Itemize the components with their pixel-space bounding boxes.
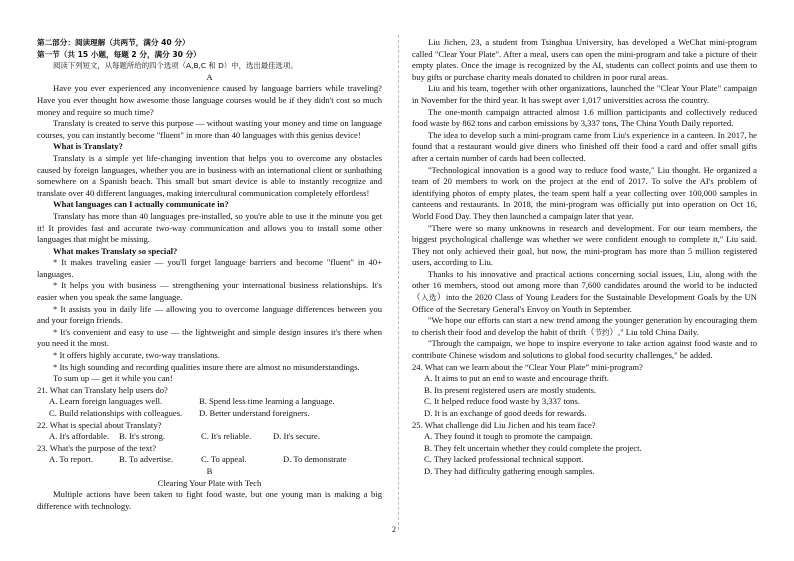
question-21-options bbox=[37, 396, 382, 408]
option-c: C. They lacked professional technical support. bbox=[424, 454, 584, 465]
question-23: 23. What's the purpose of the text? bbox=[37, 442, 157, 453]
bullet-item: * Its high sounding and recording qualities insure there are almost no misunderstandings. bbox=[53, 361, 360, 372]
option-c: C. To appeal. bbox=[201, 454, 247, 465]
question-22-options bbox=[37, 431, 382, 443]
option-d: D. To demonstrate bbox=[283, 454, 347, 465]
column-divider bbox=[398, 35, 399, 530]
passage-a-heading: What is Translaty? bbox=[53, 141, 123, 152]
question-21-options bbox=[37, 408, 382, 420]
option-d: D. It's secure. bbox=[273, 431, 320, 442]
paragraph-text: "We hope our efforts can start a new trend among the younger generation by encouraging them to cherish their food and develop the habit of thrift（ bbox=[412, 315, 757, 337]
bullet-item: * It's convenient and easy to use — the lightweight and simple design insures it's there when you need it the most. bbox=[37, 326, 382, 349]
option-a: A. It aims to put an end to waste and encourage thrift. bbox=[424, 373, 609, 384]
passage-b-paragraph: "Through the campaign, we hope to inspire everyone to take action against food waste and to contribute Chinese wisdom and solutions to global food security challenges," he added. bbox=[412, 338, 757, 361]
passage-a-paragraph: Translaty has more than 40 languages pre-installed, so you're able to use it the minute you get it! It provides fast and accurate two-way communication and allows you to install some other languages that might be missing. bbox=[37, 210, 382, 245]
passage-a-heading: What makes Translaty so special? bbox=[53, 245, 178, 256]
option-d: D. It is an exchange of good deeds for rewards. bbox=[424, 408, 587, 418]
question-23-options bbox=[37, 454, 382, 466]
paragraph-text: Thanks to his innovative and practical actions concerning social issues, Liu, along with the other 16 members, stood out among more than 7,600 candidates around the world to be inducted（ bbox=[412, 268, 757, 303]
left-column bbox=[37, 37, 382, 512]
page-number: 2 bbox=[392, 525, 396, 534]
paragraph-text: ）," Liu told China Daily. bbox=[609, 326, 699, 337]
option-b: B. It's strong. bbox=[119, 431, 165, 442]
passage-a-heading: What languages can I actually communicate in? bbox=[53, 199, 229, 210]
option-c: C. It's reliable. bbox=[201, 431, 252, 442]
bullet-item: * It offers highly accurate, two-way translations. bbox=[53, 350, 220, 361]
section-instructions: 阅读下列短文，从每题所给的四个选项（A,B,C 和 D）中，选出最佳选项。 bbox=[53, 61, 298, 71]
gloss-text: 节约 bbox=[594, 327, 610, 337]
option-d: D. Better understand foreigners. bbox=[199, 408, 310, 418]
option-a: A. Learn foreign languages well. bbox=[49, 396, 163, 407]
section-subheading: 第一节（共 15 小题，每题 2 分，满分 30 分） bbox=[37, 49, 201, 59]
passage-b-paragraph: The idea to develop such a mini-program came from Liu's experience in a canteen. In 2017, he found that a restaurant would give diners who finished off their food a card and offer small gifts after a certain number of cards had been collected. bbox=[412, 129, 757, 163]
gloss-text: 入选 bbox=[421, 293, 437, 303]
option-b: B. To advertise. bbox=[119, 454, 174, 465]
section-heading: 第二部分：阅读理解（共两节，满分 40 分） bbox=[37, 38, 190, 47]
passage-b-paragraph: Liu and his team, together with other organizations, launched the "Clear Your Plate" campaign in November for the third year. It has swept over 1,017 universities across the country. bbox=[412, 83, 757, 105]
option-c: C. Build relationships with colleagues. bbox=[49, 408, 183, 418]
option-a: A. To report. bbox=[49, 454, 94, 465]
question-24: 24. What can we learn about the “Clear Your Plate” mini-program? bbox=[412, 361, 643, 372]
passage-a-paragraph: Translaty is a simple yet life-changing invention that helps you to overcome any obstacles caused by foreign languages, whether you are in business with an international client or sunbathing somewhere on a Spanish beach. This small but smart device is able to instantly recognize and translate over 40 different languages, making intercultural communication completely effortless! bbox=[37, 152, 382, 198]
passage-b-paragraph: "Technological innovation is a good way to reduce food waste," Liu thought. He organized a team of 20 members to work on the project at the end of 2017. To solve the AI's problem of identifying photos of empty plates, the team spent half a year collecting over 100,000 samples in canteens and restaurants. In 2018, the mini-program was officially put into operation on Oct 16, World Food Day. They then launched a campaign later that year. bbox=[412, 164, 757, 221]
right-column bbox=[412, 37, 757, 478]
option-d: D. They had difficulty gathering enough samples. bbox=[424, 465, 595, 476]
passage-a-label: A bbox=[206, 71, 213, 82]
question-25: 25. What challenge did Liu Jichen and his team face? bbox=[412, 419, 596, 430]
option-c: C. It helped reduce food waste by 3,337 tons. bbox=[424, 396, 580, 407]
question-22: 22. What is special about Translaty? bbox=[37, 419, 162, 430]
option-b: B. They felt uncertain whether they could complete the project. bbox=[424, 442, 642, 453]
passage-b-paragraph: Multiple actions have been taken to fight food waste, but one young man is making a big difference with technology. bbox=[37, 489, 382, 511]
passage-b-title: Clearing Your Plate with Tech bbox=[157, 477, 262, 488]
question-21: 21. What can Translaty help users do? bbox=[37, 384, 168, 395]
option-a: A. They found it tough to promote the campaign. bbox=[424, 431, 593, 442]
option-b: B. Spend less time learning a language. bbox=[199, 396, 335, 407]
passage-b-paragraph: Liu Jichen, 23, a student from Tsinghua University, has developed a WeChat mini-program called "Clear Your Plate". After a meal, users can open the mini-program and take a picture of their empty plates. Once the image is recognized by the AI, students can collect points and use them to buy gifts or purchase charity meals donated to children in poor rural areas. bbox=[412, 37, 757, 82]
paragraph-text: ）into the 2020 Class of Young Leaders for the Sustainable Development Goals by the UN Office of the Secretary General's Envoy on Youth in September. bbox=[412, 292, 757, 314]
passage-b-paragraph: "There were so many unknowns in research and development. For our team members, the biggest psychological challenge was whether we were confident enough to complete it," Liu said. They not only achieved their goal, but now, the mini-program has more than 5 million registered users, according to Liu. bbox=[412, 222, 757, 268]
passage-a-paragraph: Translaty is created to serve this purpose — without wasting your money and time on language courses, you can instantly become "fluent" in more than 40 languages with this genius device! bbox=[37, 118, 382, 140]
passage-a-closing: To sum up — get it while you can! bbox=[53, 373, 173, 384]
bullet-item: * It makes traveling easier — you'll forget language barriers and become "fluent" in 40+ languages. bbox=[37, 257, 382, 279]
passage-b-paragraph bbox=[412, 269, 757, 315]
passage-b-paragraph: The one-month campaign attracted almost 1.6 million participants and collectively reduced food waste by 862 tons and carbon emissions by 3,337 tons, The China Youth Daily reported. bbox=[412, 106, 757, 129]
option-b: B. Its present registered users are mostly students. bbox=[424, 384, 597, 395]
bullet-item: * It helps you with business — strengthening your international business relationships. It's easier when you speak the same language. bbox=[37, 280, 382, 303]
passage-a-paragraph: Have you ever experienced any inconvenience caused by language barriers while traveling? Have you ever thought how awesome those language courses would be if they didn't cost so much money and require so much time? bbox=[37, 83, 382, 117]
passage-b-label: B bbox=[206, 465, 213, 476]
bullet-item: * It assists you in daily life — allowing you to overcome language differences between you and your foreign friends. bbox=[37, 303, 382, 326]
option-a: A. It's affordable. bbox=[49, 431, 110, 442]
passage-b-paragraph bbox=[412, 315, 757, 338]
